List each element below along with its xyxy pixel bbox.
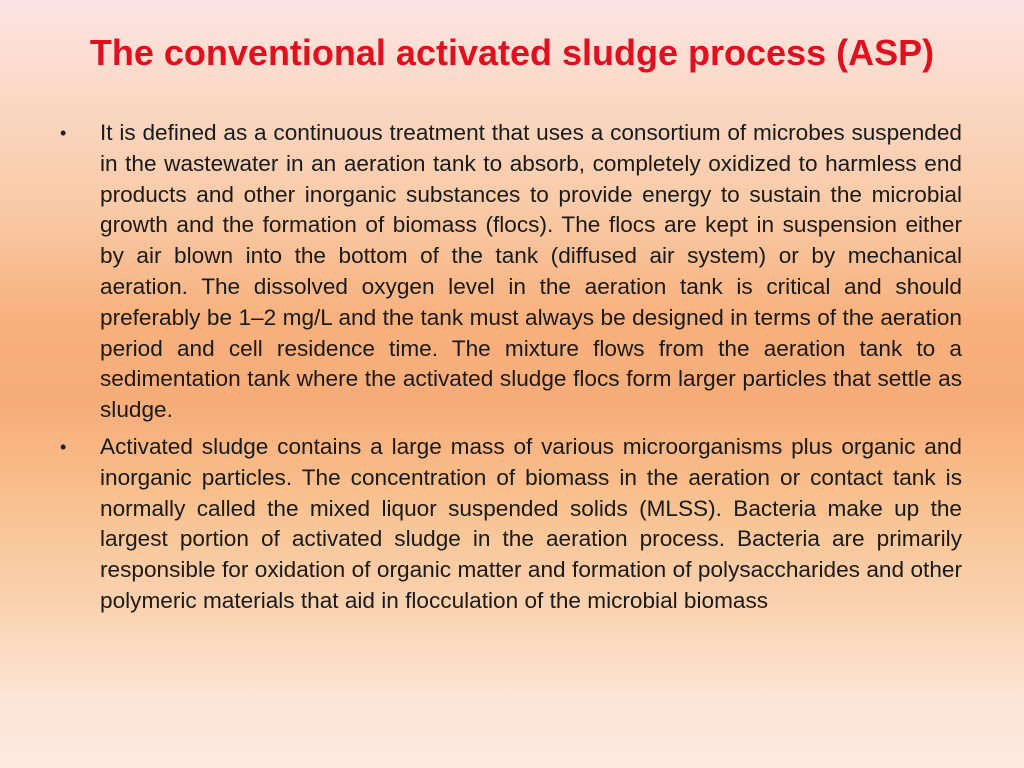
bullet-item-definition bbox=[60, 118, 962, 426]
bullet-icon: • bbox=[60, 123, 67, 143]
bullet-item-activated-sludge bbox=[60, 432, 962, 617]
bullet-text: It is defined as a continuous treatment that uses a consortium of microbes suspended in the wastewater in an aeration tank to absorb, completely oxidized to harmless end products and other inorganic substances to provide energy to sustain the microbial growth and the formation of biomass (flocs). The flocs are kept in suspension either by air blown into the bottom of the tank (diffused air system) or by mechanical aeration. The dissolved oxygen level in the aeration tank is critical and should preferably be 1–2 mg/L and the tank must always be designed in terms of the aeration period and cell residence time. The mixture flows from the aeration tank to a sedimentation tank where the activated sludge flocs form larger particles that settle as sludge. bbox=[100, 120, 962, 423]
slide-title: The conventional activated sludge process (ASP) bbox=[89, 32, 935, 73]
bullet-icon: • bbox=[60, 436, 67, 457]
bullet-text: Activated sludge contains a large mass of various microorganisms plus organic and inorganic particles. The concentration of biomass in the aeration or contact tank is normally called the mixed liquor suspended solids (MLSS). Bacteria make up the largest portion of activated sludge in the aeration process. Bacteria are primarily responsible for oxidation of organic matter and formation of polysaccharides and other polymeric materials that aid in flocculation of the microbial biomass bbox=[100, 433, 962, 613]
bullet-list bbox=[60, 118, 962, 623]
